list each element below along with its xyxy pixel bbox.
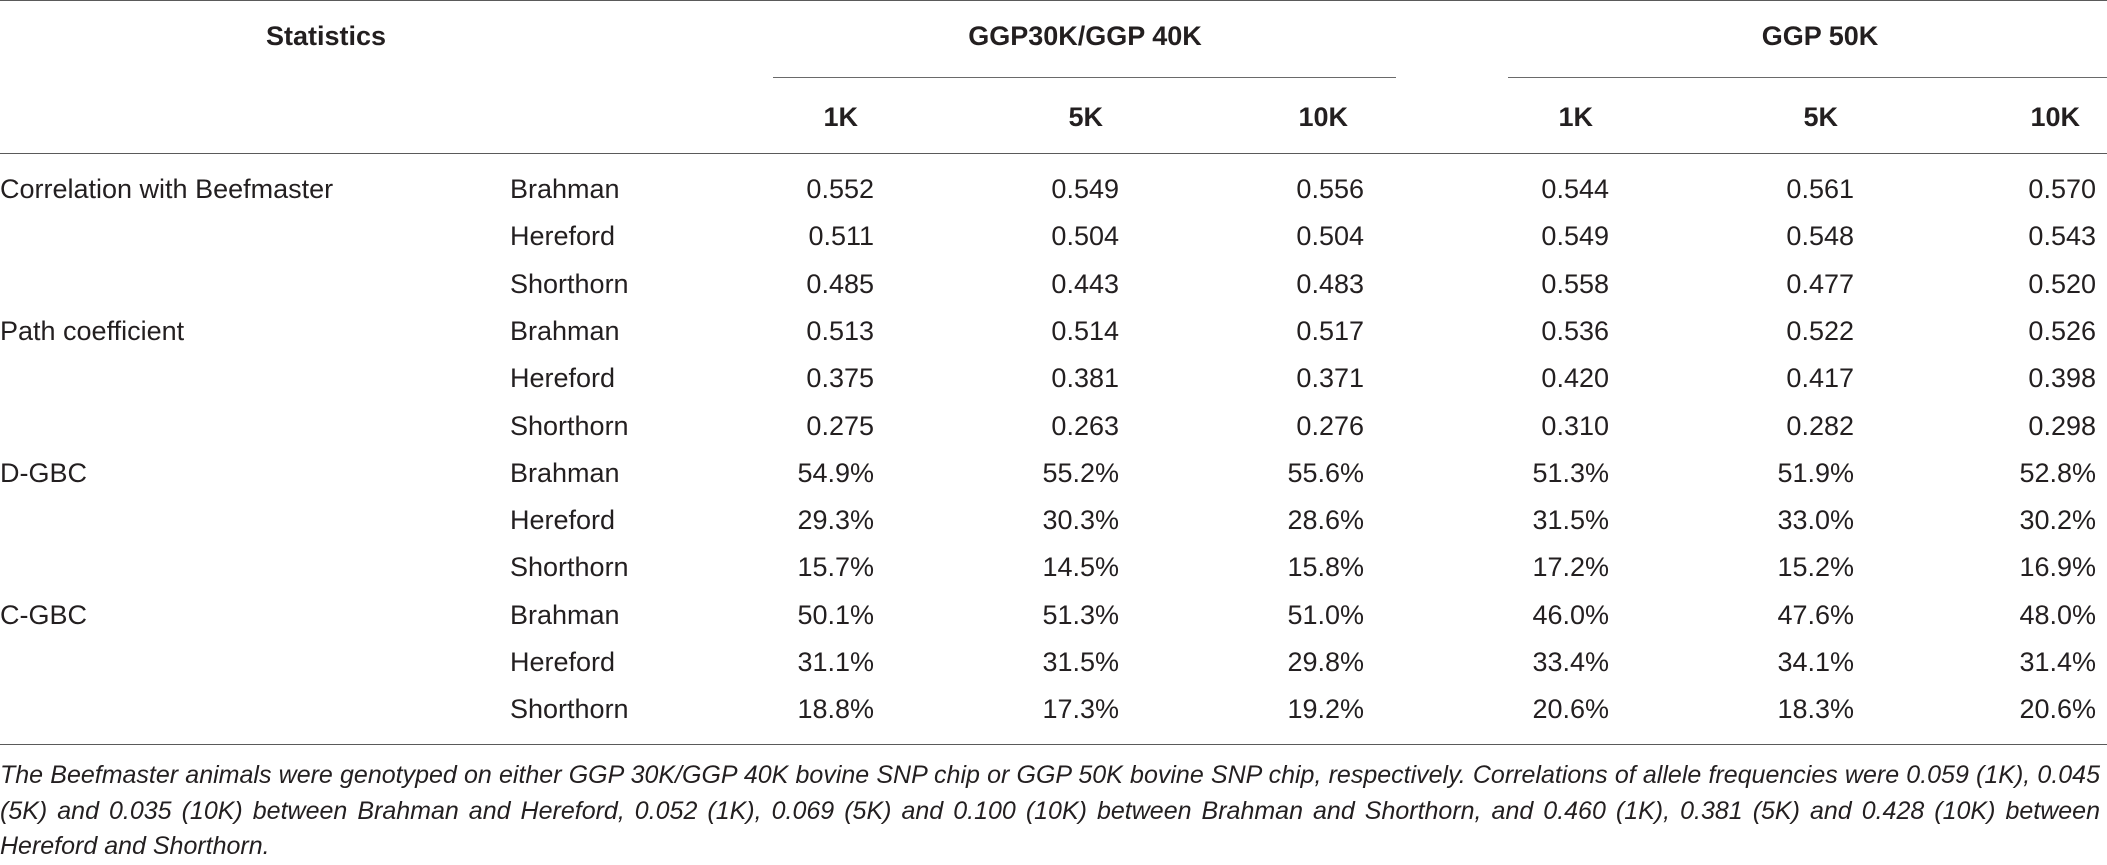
value-cell: 0.561: [1786, 174, 1854, 204]
value-cell: 0.417: [1786, 363, 1854, 394]
value-cell: 16.9%: [2019, 552, 2096, 583]
value-cell: 55.6%: [1287, 457, 1364, 488]
subcolumn-header: 5K: [1068, 102, 1103, 132]
value-cell: 52.8%: [2019, 457, 2096, 488]
value-cell: 0.544: [1541, 174, 1609, 204]
value-cell: 51.3%: [1532, 457, 1609, 488]
value-cell: 33.0%: [1777, 505, 1854, 536]
value-cell: 0.549: [1051, 174, 1119, 204]
value-cell: 17.3%: [1042, 694, 1119, 725]
value-cell: 0.514: [1051, 315, 1119, 346]
value-cell: 0.558: [1541, 268, 1609, 299]
breed-label: Hereford: [510, 647, 616, 677]
value-cell: 31.5%: [1042, 647, 1119, 677]
value-cell: 46.0%: [1532, 599, 1609, 630]
value-cell: 18.3%: [1777, 694, 1854, 725]
breed-label: Brahman: [510, 315, 620, 346]
value-cell: 0.549: [1541, 221, 1609, 252]
value-cell: 31.5%: [1532, 505, 1609, 536]
statistic-label: C-GBC: [0, 599, 87, 630]
value-cell: 31.4%: [2019, 647, 2096, 677]
value-cell: 30.3%: [1042, 505, 1119, 536]
breed-label: Shorthorn: [510, 410, 629, 441]
table-bottom-rule: [0, 744, 2107, 745]
value-cell: 0.522: [1786, 315, 1854, 346]
value-cell: 30.2%: [2019, 505, 2096, 536]
value-cell: 0.485: [806, 268, 874, 299]
statistic-label: Correlation with Beefmaster: [0, 174, 334, 204]
value-cell: 0.276: [1296, 410, 1364, 441]
subcolumn-header: 5K: [1803, 102, 1838, 132]
value-cell: 0.371: [1296, 363, 1364, 394]
value-cell: 15.7%: [797, 552, 874, 583]
value-cell: 0.552: [806, 174, 874, 204]
value-cell: 0.513: [806, 315, 874, 346]
value-cell: 33.4%: [1532, 647, 1609, 677]
value-cell: 29.8%: [1287, 647, 1364, 677]
value-cell: 19.2%: [1287, 694, 1364, 725]
value-cell: 0.556: [1296, 174, 1364, 204]
value-cell: 0.548: [1786, 221, 1854, 252]
group-header-ggp30k-40k: GGP30K/GGP 40K: [968, 21, 1202, 51]
value-cell: 0.375: [806, 363, 874, 394]
statistics-header: Statistics: [266, 21, 387, 51]
value-cell: 0.443: [1051, 268, 1119, 299]
value-cell: 51.3%: [1042, 599, 1119, 630]
value-cell: 15.2%: [1777, 552, 1854, 583]
value-cell: 0.275: [806, 410, 874, 441]
group1-underline: [773, 77, 1396, 78]
value-cell: 47.6%: [1777, 599, 1854, 630]
statistic-label: D-GBC: [0, 457, 87, 488]
value-cell: 0.536: [1541, 315, 1609, 346]
breed-label: Hereford: [510, 221, 616, 252]
value-cell: 0.477: [1786, 268, 1854, 299]
breed-label: Brahman: [510, 599, 620, 630]
group2-underline: [1508, 77, 2107, 78]
value-cell: 0.263: [1051, 410, 1119, 441]
value-cell: 18.8%: [797, 694, 874, 725]
value-cell: 55.2%: [1042, 457, 1119, 488]
statistic-label: Path coefficient: [0, 315, 185, 346]
value-cell: 54.9%: [797, 457, 874, 488]
value-cell: 0.298: [2028, 410, 2096, 441]
value-cell: 50.1%: [797, 599, 874, 630]
value-cell: 0.570: [2028, 174, 2096, 204]
value-cell: 15.8%: [1287, 552, 1364, 583]
value-cell: 20.6%: [1532, 694, 1609, 725]
value-cell: 0.526: [2028, 315, 2096, 346]
breed-label: Shorthorn: [510, 268, 629, 299]
value-cell: 51.0%: [1287, 599, 1364, 630]
value-cell: 0.483: [1296, 268, 1364, 299]
value-cell: 0.420: [1541, 363, 1609, 394]
value-cell: 0.381: [1051, 363, 1119, 394]
value-cell: 0.310: [1541, 410, 1609, 441]
header-bottom-rule: [0, 153, 2107, 154]
value-cell: 0.282: [1786, 410, 1854, 441]
subcolumn-header: 10K: [2030, 102, 2080, 132]
subcolumn-header: 10K: [1298, 102, 1348, 132]
value-cell: 48.0%: [2019, 599, 2096, 630]
breed-label: Hereford: [510, 505, 616, 536]
value-cell: 0.398: [2028, 363, 2096, 394]
value-cell: 29.3%: [797, 505, 874, 536]
subcolumn-header: 1K: [1558, 102, 1593, 132]
breed-label: Brahman: [510, 174, 620, 204]
value-cell: 14.5%: [1042, 552, 1119, 583]
breed-label: Shorthorn: [510, 552, 629, 583]
table-footnote: The Beefmaster animals were genotyped on either GGP 30K/GGP 40K bovine SNP chip or GGP 50K bovine SNP chip, respectively. Correlations of allele frequencies were 0.059 (1K), 0.045 (5K) and 0.035 (10K) between Brahman and Hereford, 0.052 (1K), 0.069 (5K) and 0.100 (10K) between Brahman and Shorthorn, and 0.460 (1K), 0.381 (5K) and 0.428 (10K) between Hereford and Shorthorn.: [0, 761, 2100, 860]
value-cell: 20.6%: [2019, 694, 2096, 725]
breed-label: Hereford: [510, 363, 616, 394]
value-cell: 0.520: [2028, 268, 2096, 299]
value-cell: 0.504: [1296, 221, 1364, 252]
breed-label: Brahman: [510, 457, 620, 488]
value-cell: 51.9%: [1777, 457, 1854, 488]
value-cell: 31.1%: [797, 647, 874, 677]
subcolumn-header: 1K: [823, 102, 858, 132]
breed-label: Shorthorn: [510, 694, 629, 725]
group-header-ggp50k: GGP 50K: [1761, 21, 1879, 51]
table-top-rule: [0, 0, 2107, 1]
value-cell: 0.504: [1051, 221, 1119, 252]
value-cell: 17.2%: [1532, 552, 1609, 583]
value-cell: 0.543: [2028, 221, 2096, 252]
value-cell: 34.1%: [1777, 647, 1854, 677]
value-cell: 28.6%: [1287, 505, 1364, 536]
value-cell: 0.511: [808, 221, 874, 252]
value-cell: 0.517: [1296, 315, 1364, 346]
